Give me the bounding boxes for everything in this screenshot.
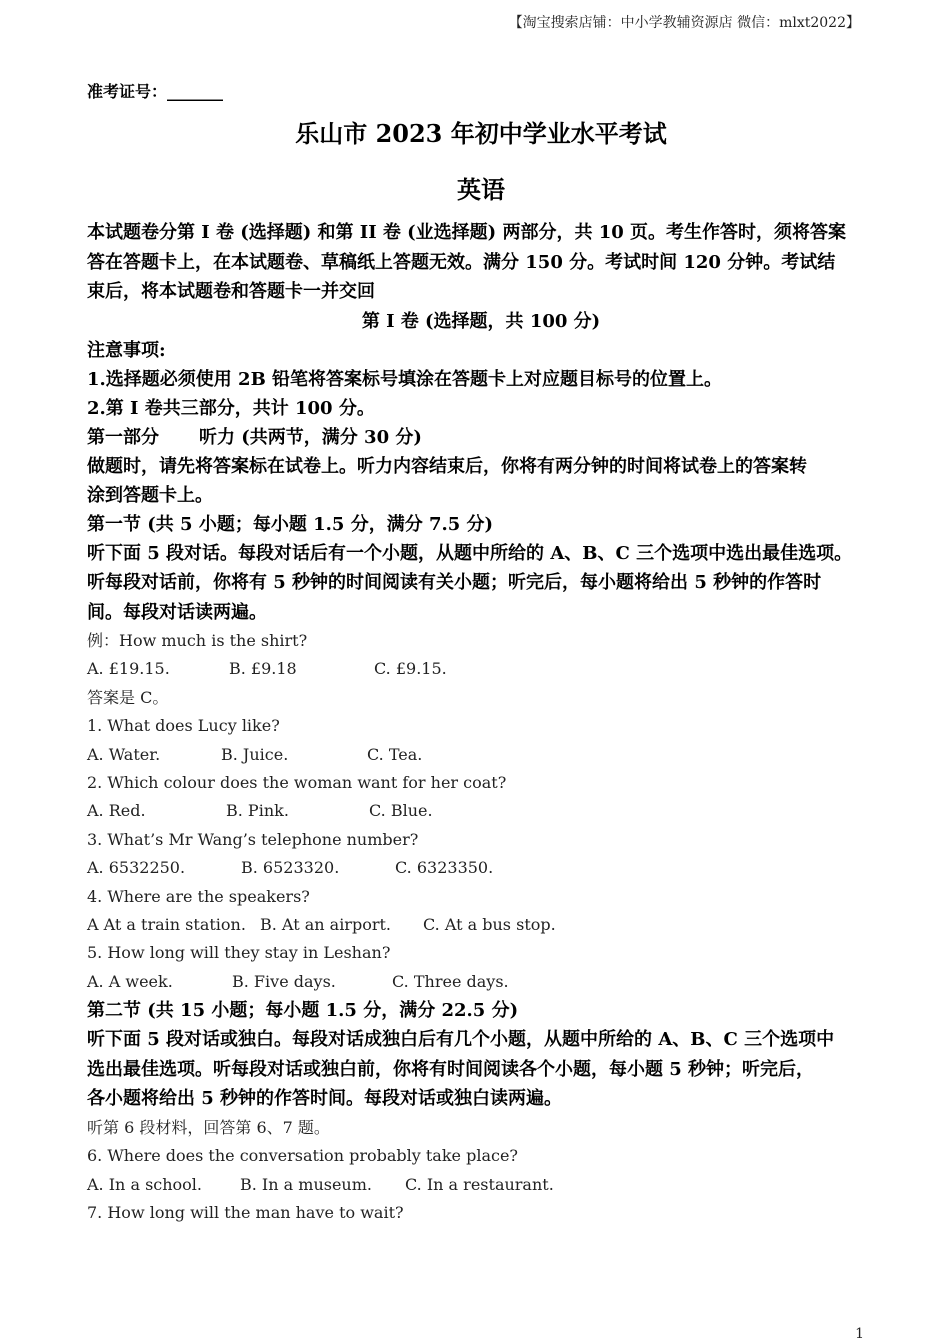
intro-line: 本试题卷分第 I 卷 (选择题) 和第 II 卷 (业选择题) 两部分，共 10 页。考生作答时，须将答案 (87, 222, 847, 243)
example-question: 例：How much is the shirt? (87, 631, 308, 650)
example-options (87, 655, 875, 683)
sub1-instruction: 听下面 5 段对话。每段对话后有一个小题，从题中所给的 A、B、C 三个选项中选出最佳选项。 (87, 542, 853, 564)
sub1-instruction: 听每段对话前，你将有 5 秒钟的时间阅读有关小题；听完后，每小题将给出 5 秒钟的作答时 (87, 572, 822, 593)
section1-heading (87, 423, 875, 452)
ticket-number-label: 准考证号：_______ (87, 82, 224, 101)
question-options (87, 911, 875, 939)
section1-instruction: 做题时，请先将答案标在试卷上。听力内容结束后，你将有两分钟的时间将试卷上的答案转 (87, 455, 807, 477)
section1-label: 第一部分 (87, 426, 159, 448)
sub2-heading: 第二节 (共 15 小题；每小题 1.5 分，满分 22.5 分) (87, 1000, 519, 1022)
sub1-instruction: 间。每段对话读两遍。 (87, 601, 267, 623)
option: B. Five days. (232, 971, 336, 991)
sub2-instruction: 听下面 5 段对话或独白。每段对话成独白后有几个小题，从题中所给的 A、B、C 三个选项中 (87, 1029, 835, 1051)
intro-line: 答在答题卡上，在本试题卷、草稿纸上答题无效。满分 150 分。考试时间 120 分钟。考试结 (87, 251, 836, 273)
option: C. Blue. (369, 801, 433, 821)
question-options (87, 797, 875, 825)
notice-item: 2.第 I 卷共三部分，共计 100 分。 (87, 397, 375, 419)
sub1-heading: 第一节 (共 5 小题；每小题 1.5 分，满分 7.5 分) (87, 513, 494, 535)
question-options (87, 968, 875, 996)
intro-line: 束后，将本试题卷和答题卡一并交回 (87, 281, 375, 302)
option: C. In a restaurant. (405, 1174, 554, 1194)
option: A. £19.15. (87, 659, 170, 679)
question: 5. How long will they stay in Leshan? (87, 943, 391, 963)
option: C. At a bus stop. (423, 915, 556, 935)
question: 2. Which colour does the woman want for her coat? (87, 773, 507, 793)
part1-heading: 第 I 卷 (选择题，共 100 分) (361, 310, 601, 332)
question-options (87, 741, 875, 769)
header-note: 【淘宝搜索店铺：中小学教辅资源店 微信：mlxt2022】 (508, 15, 860, 31)
question: 4. Where are the speakers? (87, 886, 310, 906)
example-answer: 答案是 C。 (87, 687, 169, 707)
question: 1. What does Lucy like? (87, 716, 280, 736)
option: B. Pink. (226, 801, 289, 821)
notice-title: 注意事项: (87, 339, 166, 361)
subject-title: 英语 (457, 175, 505, 204)
option: B. At an airport. (260, 915, 391, 935)
option: A. 6532250. (87, 858, 186, 878)
option: B. 6523320. (241, 858, 340, 878)
option: A. A week. (87, 971, 173, 991)
option: C. Tea. (367, 744, 423, 764)
material-note: 听第 6 段材料，回答第 6、7 题。 (87, 1117, 330, 1137)
option: B. In a museum. (240, 1174, 372, 1194)
notice-item: 1.选择题必须使用 2B 铅笔将答案标号填涂在答题卡上对应题目标号的位置上。 (87, 368, 723, 390)
question: 3. What’s Mr Wang’s telephone number? (87, 829, 419, 849)
sub2-instruction: 选出最佳选项。听每段对话或独白前，你将有时间阅读各个小题，每小题 5 秒钟；听完后， (87, 1058, 815, 1080)
option: A. In a school. (87, 1174, 203, 1194)
question: 6. Where does the conversation probably take place? (87, 1146, 518, 1166)
question-options (87, 1171, 875, 1199)
question-options (87, 854, 875, 882)
section1-instruction: 涂到答题卡上。 (87, 484, 213, 506)
option: A At a train station. (87, 915, 246, 935)
option: B. £9.18 (229, 659, 297, 679)
option: B. Juice. (221, 744, 289, 764)
sub2-instruction: 各小题将给出 5 秒钟的作答时间。每段对话或独白读两遍。 (87, 1088, 563, 1110)
exam-title: 乐山市 2023 年初中学业水平考试 (295, 119, 667, 148)
option: A. Water. (87, 744, 161, 764)
document-body (87, 78, 875, 1227)
option: C. Three days. (392, 971, 509, 991)
option: C. 6323350. (395, 858, 494, 878)
option: A. Red. (87, 801, 146, 821)
option: C. £9.15. (374, 659, 447, 679)
page-number: 1 (855, 1326, 864, 1342)
section1-title: 听力 (共两节，满分 30 分) (199, 426, 422, 448)
question: 7. How long will the man have to wait? (87, 1203, 404, 1222)
